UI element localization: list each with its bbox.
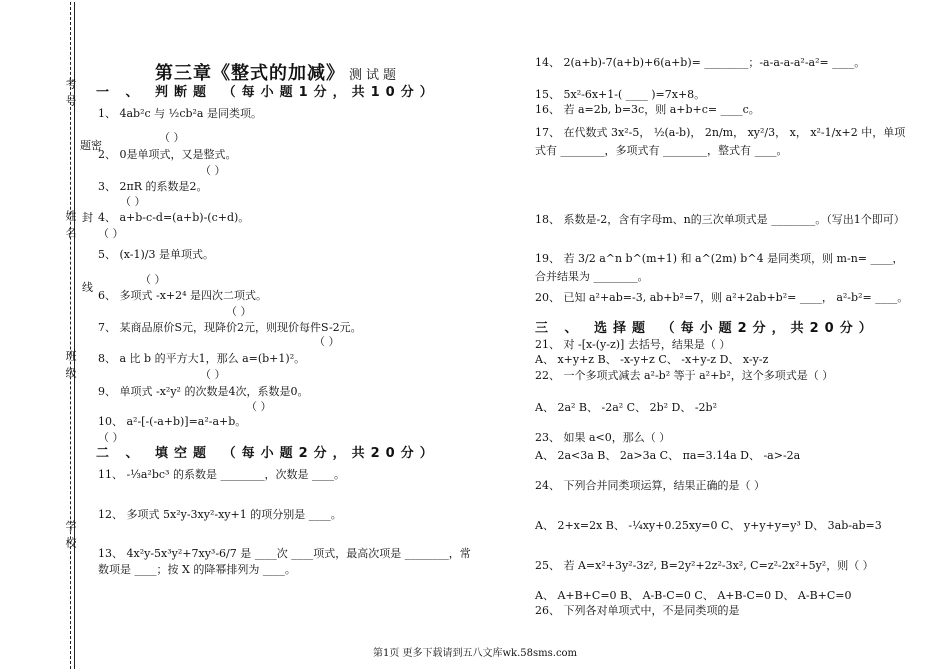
question-24: 24、 下列合并同类项运算，结果正确的是（ ）: [535, 479, 765, 492]
section-judgment: 一 、 判断题 （每小题1分，共10分）: [96, 85, 439, 100]
section-multiple-choice: 三 、 选择题 （每小题2分，共20分）: [535, 321, 878, 336]
question-7: 7、 某商品原价S元，现降价2元，则现价每件S-2元。: [98, 321, 362, 334]
answer-paren-2: （ ）: [200, 164, 226, 177]
question-5: 5、 (x-1)/3 是单项式。: [98, 248, 215, 261]
question-17: 17、 在代数式 3x²-5， ½(a-b)， 2n/m， xy²/3， x， x²-1/x+2 中，单项式有 ________，多项式有 ________，整式有 ____。: [535, 126, 906, 157]
answer-paren-10: （ ）: [98, 431, 124, 444]
question-2: 2、 0是单项式，又是整式。: [98, 148, 237, 161]
question-18: 18、 系数是-2，含有字母m、n的三次单项式是 ________。（写出1个即可）: [535, 213, 905, 226]
question-3: 3、 2πR 的系数是2。: [98, 180, 208, 193]
binding-label-seal: 封: [82, 211, 93, 224]
answer-paren-7: （ ）: [314, 335, 340, 348]
answer-paren-8: （ ）: [200, 368, 226, 381]
page-title: [155, 59, 400, 85]
answer-paren-1: （ ）: [159, 131, 185, 144]
question-4: 4、 a+b-c-d=(a+b)-(c+d)。: [98, 211, 250, 224]
question-25: 25、 若 A=x²+3y²-3z², B=2y²+2z²-3x², C=z²-2x²+5y²，则（ ）: [535, 559, 874, 572]
question-21: 21、 对 -[x-(y-z)] 去括号，结果是（ ）: [535, 338, 731, 351]
options-25: A、 A+B+C=0 B、 A-B-C=0 C、 A+B-C=0 D、 A-B+C=0: [535, 589, 852, 602]
question-26: 26、 下列各对单项式中，不是同类项的是: [535, 604, 740, 617]
question-6: 6、 多项式 -x+2⁴ 是四次二项式。: [98, 289, 268, 302]
title-sub: 测试题: [349, 68, 401, 83]
question-13: 13、 4x²y-5x³y²+7xy³-6/7 是 ____次 ____项式，最高次项是 ________，常数项是 ____；按 X 的降幂排列为 ____。: [98, 547, 471, 576]
section-fill-blank: 二 、 填空题 （每小题2分，共20分）: [96, 446, 439, 461]
question-23: 23、 如果 a<0，那么（ ）: [535, 431, 671, 444]
question-22: 22、 一个多项式减去 a²-b² 等于 a²+b²，这个多项式是（ ）: [535, 369, 834, 382]
question-19: 19、 若 3/2 a^n b^(m+1) 和 a^(2m) b^4 是同类项，则 m-n= ____，合并结果为 ________。: [535, 252, 904, 283]
question-10: 10、 a²-[-(-a+b)]=a²-a+b。: [98, 415, 247, 428]
options-22: A、 2a² B、 -2a² C、 2b² D、 -2b²: [535, 401, 718, 414]
field-name: 姓名: [64, 210, 77, 244]
title-main: 第三章《整式的加减》: [155, 63, 345, 84]
page-footer: 第1页 更多下载请到五八文库wk.58sms.com: [372, 648, 578, 659]
field-exam-number: 考号: [64, 78, 77, 112]
answer-paren-9: （ ）: [246, 400, 272, 413]
answer-paren-3: （ ）: [120, 195, 146, 208]
answer-paren-5: （ ）: [140, 273, 166, 286]
options-21: A、 x+y+z B、 -x-y+z C、 -x+y-z D、 x-y-z: [535, 353, 769, 366]
question-15: 15、 5x²-6x+1-( ____ )=7x+8。: [535, 88, 706, 101]
question-14: 14、 2(a+b)-7(a+b)+6(a+b)= ________；-a-a-a-a²-a²= ____。: [535, 56, 866, 69]
answer-paren-4: （ ）: [98, 227, 124, 240]
answer-paren-6: （ ）: [226, 305, 252, 318]
binding-label-line: 线: [82, 281, 93, 294]
binding-label-seal-secret: 题密: [80, 139, 102, 152]
field-class: 班级: [64, 350, 77, 384]
question-9: 9、 单项式 -x²y² 的次数是4次，系数是0。: [98, 385, 309, 398]
options-23: A、 2a<3a B、 2a>3a C、 πa=3.14a D、 -a>-2a: [535, 449, 801, 462]
question-11: 11、 -⅓a²bc³ 的系数是 ________，次数是 ____。: [98, 468, 345, 481]
question-8: 8、 a 比 b 的平方大1，那么 a=(b+1)²。: [98, 352, 306, 365]
field-school: 学校: [64, 520, 77, 554]
question-1: 1、 4ab²c 与 ½cb²a 是同类项。: [98, 107, 262, 120]
options-24: A、 2+x=2x B、 -¼xy+0.25xy=0 C、 y+y+y=y³ D、 3ab-ab=3: [535, 519, 882, 532]
question-16: 16、 若 a=2b, b=3c，则 a+b+c= ____c。: [535, 103, 760, 116]
question-20: 20、 已知 a²+ab=-3, ab+b²=7，则 a²+2ab+b²= ____， a²-b²= ____。: [535, 291, 909, 304]
question-12: 12、 多项式 5x²y-3xy²-xy+1 的项分别是 ____。: [98, 508, 342, 521]
